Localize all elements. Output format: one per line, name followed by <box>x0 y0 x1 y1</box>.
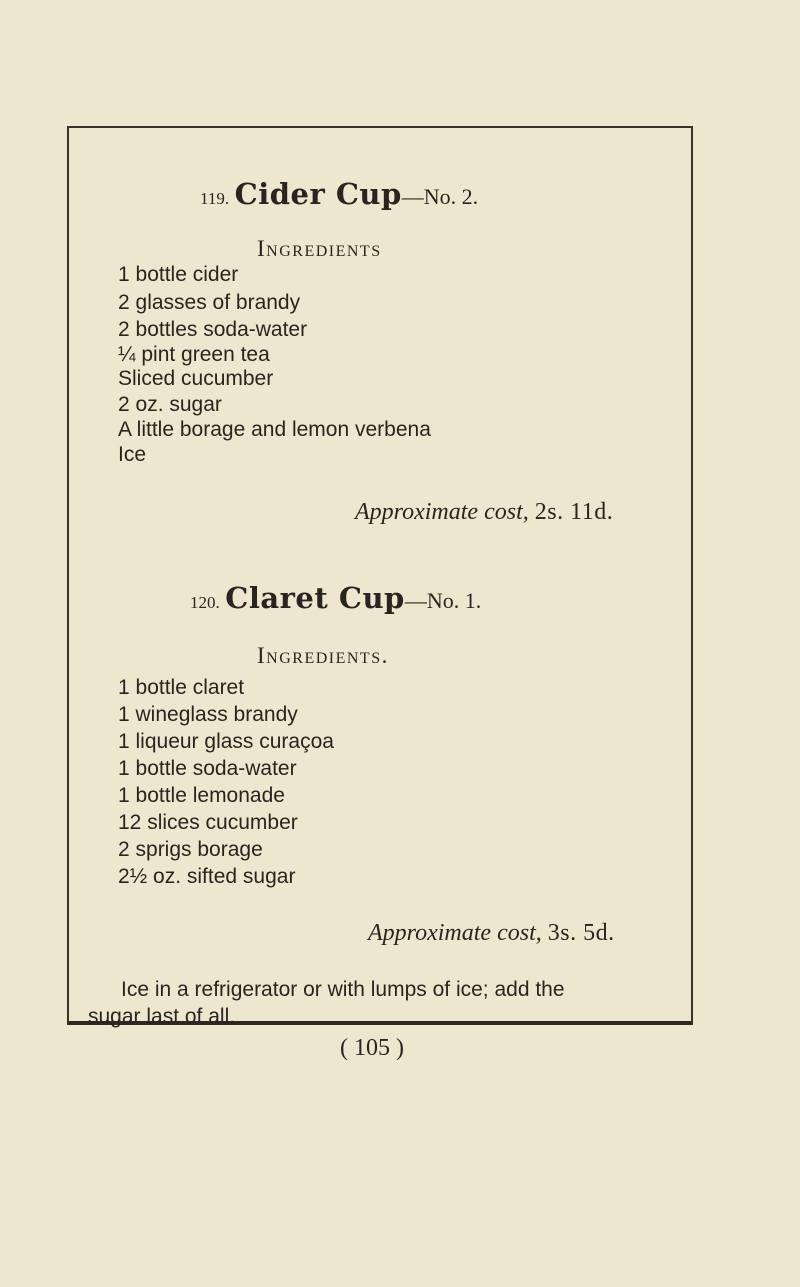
cost-label: Approximate cost, <box>368 920 542 946</box>
ingredient-item: 2 glasses of brandy <box>118 291 301 314</box>
recipe-name: Cider Cup <box>234 177 402 211</box>
recipe-suffix: —No. 2. <box>401 184 479 209</box>
page-number: ( 105 ) <box>340 1035 404 1061</box>
ingredient-item: 2½ oz. sifted sugar <box>118 865 296 888</box>
ingredient-item: ¼ pint green tea <box>118 343 270 366</box>
serving-note-line: Ice in a refrigerator or with lumps of ice; add the <box>121 978 565 1001</box>
cost-label: Approximate cost, <box>355 499 529 525</box>
ingredient-item: 1 bottle lemonade <box>118 784 285 807</box>
approximate-cost <box>368 919 615 947</box>
ingredient-item: 1 wineglass brandy <box>118 703 298 726</box>
ingredient-item: A little borage and lemon verbena <box>118 418 431 441</box>
recipe-title <box>190 581 482 617</box>
serving-note-line: sugar last of all. <box>88 1005 236 1028</box>
ingredient-item: 2 bottles soda-water <box>118 318 308 341</box>
recipe-title <box>200 177 479 213</box>
ingredient-item: 1 bottle claret <box>118 676 245 699</box>
ingredient-item: 2 oz. sugar <box>118 393 222 416</box>
cost-value: 3s. 5d. <box>547 920 615 946</box>
ingredient-item: Sliced cucumber <box>118 367 274 390</box>
ingredient-item: Ice <box>118 443 147 466</box>
ingredient-item: 1 bottle cider <box>118 263 239 286</box>
recipe-number: 119. <box>200 189 230 208</box>
ingredient-item: 2 sprigs borage <box>118 838 263 861</box>
cost-value: 2s. 11d. <box>534 499 614 525</box>
ingredients-heading: Ingredients <box>257 236 382 261</box>
ingredient-item: 1 bottle soda-water <box>118 757 297 780</box>
recipe-suffix: —No. 1. <box>404 588 482 613</box>
ingredient-item: 1 liqueur glass curaçoa <box>118 730 334 753</box>
recipe-name: Claret Cup <box>225 581 405 615</box>
recipe-number: 120. <box>190 593 220 612</box>
ingredient-item: 12 slices cucumber <box>118 811 298 834</box>
ingredients-heading: Ingredients. <box>257 643 389 668</box>
approximate-cost <box>355 498 613 526</box>
